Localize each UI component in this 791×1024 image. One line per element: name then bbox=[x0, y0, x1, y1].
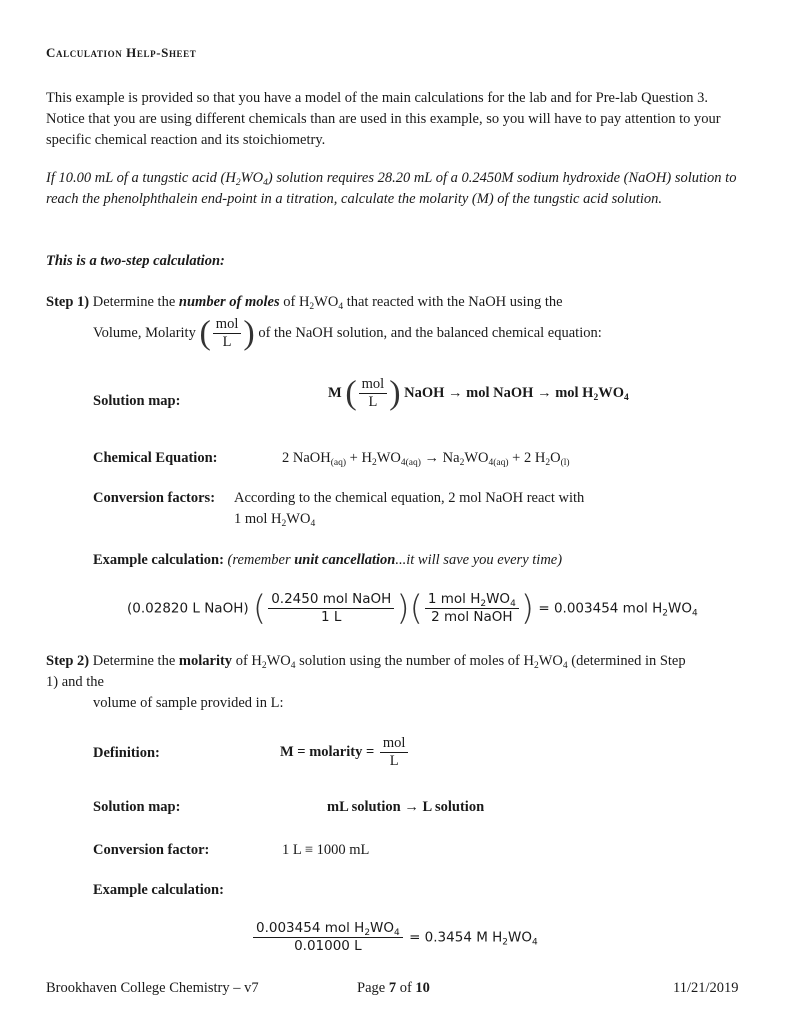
step2-conversion-label: Conversion factor: bbox=[93, 842, 210, 858]
step1-solution-map-label: Solution map: bbox=[93, 393, 181, 409]
chem-eq-label: Chemical Equation: bbox=[93, 450, 218, 466]
step2-solution-map: mL solution → L solution bbox=[327, 799, 485, 815]
step1-heading: Step 1) Determine the number of moles of $H_2WO_4$ that reacted with the NaOH using the bbox=[46, 294, 563, 312]
intro-paragraph: This example is provided so that you have a model of the main calculations for the lab and for Pre-lab Question 3. Notice that you are using different chemicals than are used in this example, so you will have to pay attention to your specific chemical reaction and its stoichiometry. bbox=[46, 90, 721, 148]
step1-example-label: Example calculation: (remember unit cancellation...it will save you every time) bbox=[93, 552, 563, 568]
footer-page-number: Page 7 of 10 bbox=[357, 980, 430, 996]
step1-line2: Volume, Molarity ( $\frac{\text{mol}}{L}$ ) of the NaOH solution, and the balanced chemical equation: bbox=[93, 314, 602, 352]
conversion-factors-label: Conversion factors: bbox=[93, 490, 216, 506]
conversion-factors-line2: 1 mol $H_2WO_4$ bbox=[234, 511, 316, 529]
conversion-factors-line1: According to the chemical equation, 2 mol NaOH react with bbox=[234, 490, 585, 506]
definition-label: Definition: bbox=[93, 745, 160, 761]
step2-calculation: $\frac{0.003454 mol H_2WO_4}{0.01000 L}$ = 0.3454 M $H_2WO_4$ bbox=[251, 920, 538, 955]
footer-date: 11/21/2019 bbox=[673, 980, 739, 996]
step1-solution-map: M ( $\frac{\text{mol}}{L}$ ) NaOH → mol NaOH → mol $H_2WO_4$ bbox=[328, 374, 629, 412]
footer-course: Brookhaven College Chemistry – v7 bbox=[46, 980, 259, 996]
step2-conversion: 1 L ≡ 1000 mL bbox=[282, 842, 370, 858]
step1-calculation: (0.02820 L NaOH) ( $\frac{\text{0.2450 mol NaOH}}{1 L}$ )( $\frac{1 mol H_2WO_4}{\text{2 mol NaOH}}$ ) = 0.003454 mol $H_2WO_4$ bbox=[127, 588, 698, 629]
page-title: Calculation Help-Sheet bbox=[46, 45, 197, 60]
molarity-definition: M = molarity = $\frac{\text{mol}}{L}$ bbox=[280, 735, 410, 770]
step2-solution-map-label: Solution map: bbox=[93, 799, 181, 815]
problem-statement: If 10.00 mL of a tungstic acid $(H_2WO_4)$ solution requires 28.20 mL of a 0.2450M sodium hydroxide (NaOH) solution to reach the phenolphthalein end-point in a titration, calculate the molarity (M) of the tungstic acid solution. bbox=[46, 170, 737, 207]
chemical-equation: 2 NaOH$_{(aq)}$ + $H_2WO_{4(aq)} \to Na_2WO_{4(aq)} + 2$ $H_2O_{(l)}$ bbox=[282, 450, 570, 468]
step2-heading: Step 2) Determine the molarity of $H_2WO_4$ solution using the number of moles of $H_2WO_4$ (determined in Step bbox=[46, 653, 686, 671]
step2-line2: 1) and the bbox=[46, 674, 104, 690]
step2-line3: volume of sample provided in L: bbox=[93, 695, 284, 711]
mol-per-l-fraction: $\frac{\text{mol}}{L}$ bbox=[213, 316, 242, 351]
step2-example-label: Example calculation: bbox=[93, 882, 224, 898]
two-step-note: This is a two-step calculation: bbox=[46, 253, 225, 269]
